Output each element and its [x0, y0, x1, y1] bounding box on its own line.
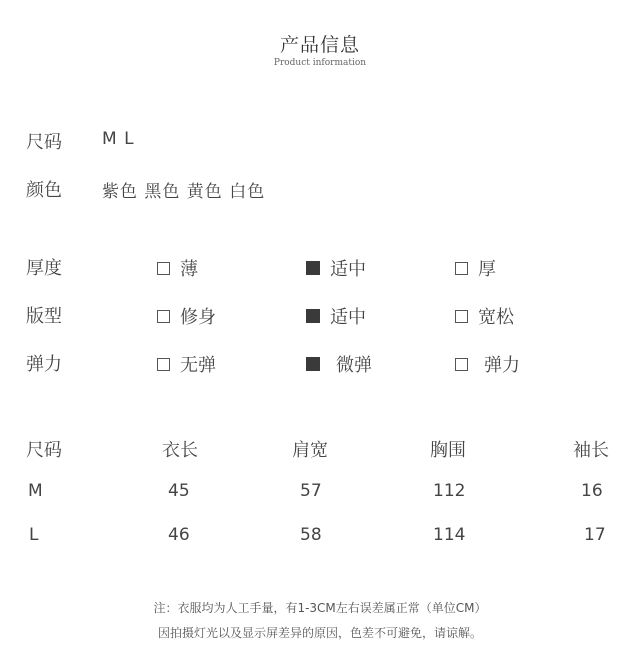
checkbox-filled-icon: [306, 309, 320, 323]
table-header-size: 尺码: [26, 440, 62, 461]
checkbox-empty-icon: [455, 310, 468, 323]
size-label: 尺码: [26, 132, 62, 153]
table-header-shoulder: 肩宽: [292, 440, 328, 461]
attribute-label: 版型: [26, 306, 62, 327]
table-cell: 114: [433, 525, 466, 545]
table-cell: 45: [168, 481, 190, 501]
table-cell: 17: [584, 525, 606, 545]
option-medium: 适中: [306, 255, 366, 281]
table-cell: 46: [168, 525, 190, 545]
option-stretch: 弹力: [455, 351, 520, 377]
option-thin: 薄: [157, 255, 198, 281]
option-slight-stretch: 微弹: [306, 351, 372, 377]
color-label: 颜色: [26, 180, 62, 201]
checkbox-empty-icon: [455, 358, 468, 371]
attribute-label: 厚度: [26, 258, 62, 279]
table-header-sleeve: 袖长: [573, 440, 609, 461]
size-value: M L: [102, 129, 135, 149]
table-header-chest: 胸围: [430, 440, 466, 461]
color-note: 因拍摄灯光以及显示屏差异的原因，色差不可避免，请谅解。: [157, 626, 482, 640]
checkbox-empty-icon: [157, 358, 170, 371]
option-no-stretch: 无弹: [157, 351, 216, 377]
checkbox-filled-icon: [306, 261, 320, 275]
table-cell: L: [29, 525, 39, 545]
checkbox-filled-icon: [306, 357, 320, 371]
measurement-note: 注：衣服均为人工手量，有1-3CM左右误差属正常（单位CM）: [153, 601, 487, 615]
attribute-label: 弹力: [26, 354, 62, 375]
option-slim: 修身: [157, 303, 216, 329]
page-subtitle: Product information: [273, 58, 367, 68]
table-cell: 57: [300, 481, 322, 501]
option-loose: 宽松: [455, 303, 514, 329]
color-value: 紫色 黑色 黄色 白色: [102, 182, 266, 202]
option-regular: 适中: [306, 303, 366, 329]
table-cell: M: [28, 481, 43, 501]
checkbox-empty-icon: [455, 262, 468, 275]
page-title: 产品信息: [279, 34, 360, 56]
option-thick: 厚: [455, 255, 496, 281]
table-cell: 112: [433, 481, 466, 501]
checkbox-empty-icon: [157, 262, 170, 275]
table-header-length: 衣长: [162, 440, 198, 461]
table-cell: 58: [300, 525, 322, 545]
checkbox-empty-icon: [157, 310, 170, 323]
table-cell: 16: [581, 481, 603, 501]
